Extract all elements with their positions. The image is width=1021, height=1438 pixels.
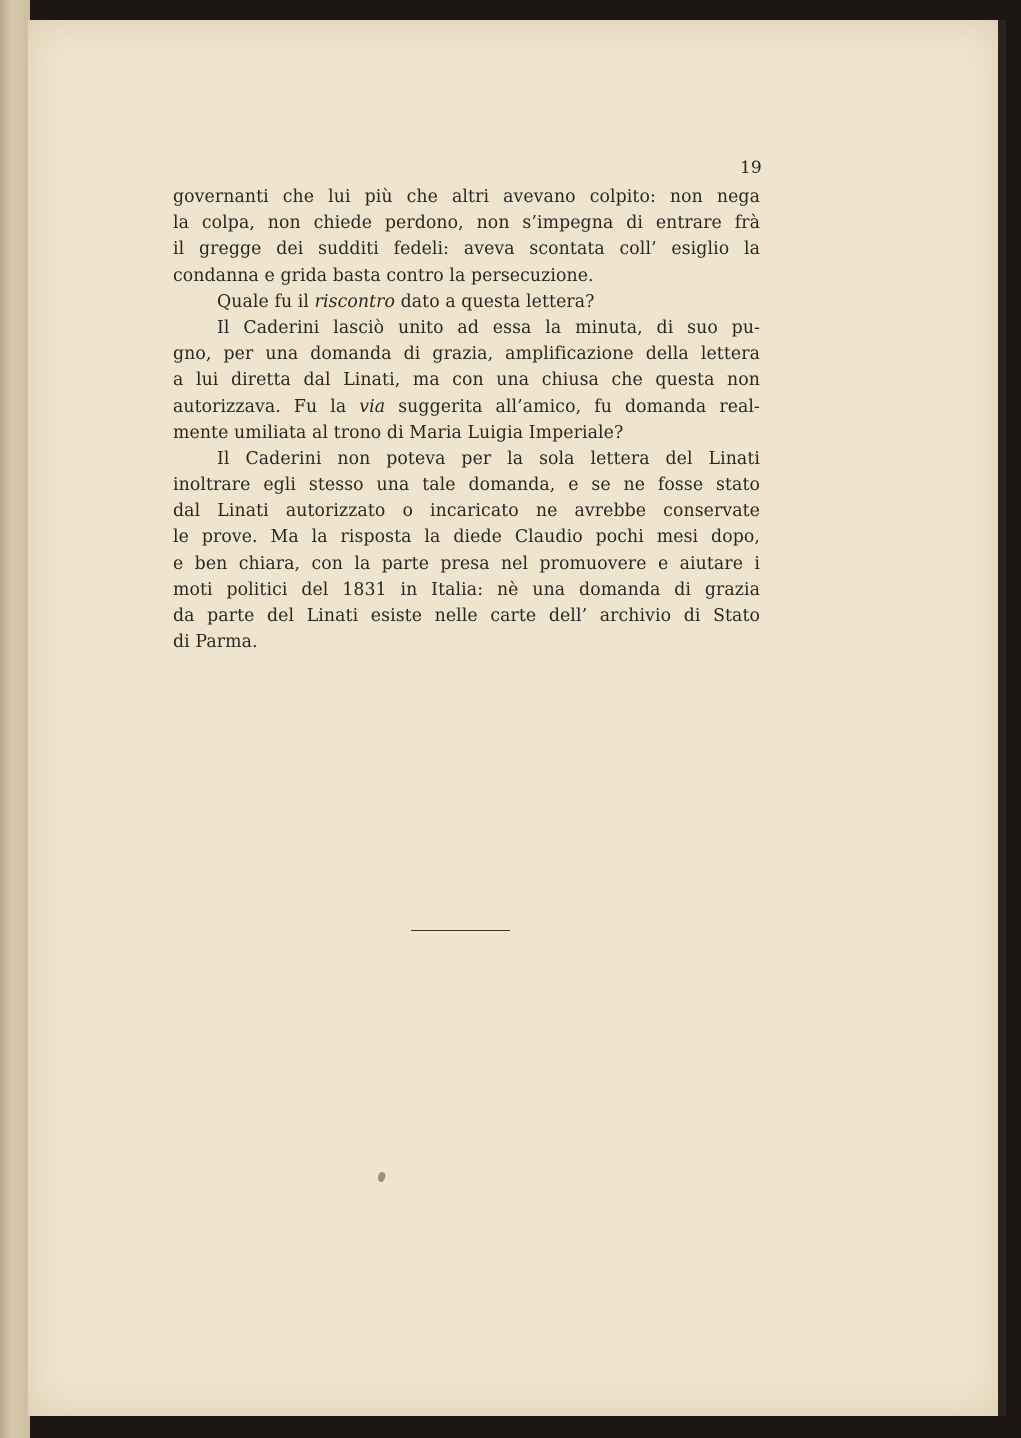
page-number: 19 [740, 158, 762, 178]
text-line: il gregge dei sudditi fedeli: aveva scontata coll’ esiglio la [173, 239, 760, 260]
text-line: governanti che lui più che altri avevano colpito: non nega [173, 187, 760, 207]
text-line: condanna e grida basta contro la persecuzione. [173, 265, 594, 286]
page-right-edge [998, 20, 1006, 1416]
text-line: e ben chiara, con la parte presa nel promuovere e aiutare i [173, 553, 760, 574]
text-line: moti politici del 1831 in Italia: nè una domanda di grazia [173, 579, 760, 600]
text-line: a lui diretta dal Linati, ma con una chiusa che questa non [173, 370, 760, 391]
text-line: da parte del Linati esiste nelle carte dell’ archivio di Stato [173, 606, 760, 626]
text-line: gno, per una domanda di grazia, amplificazione della lettera [173, 344, 760, 365]
text-line: Il Caderini non poteva per la sola lettera del Linati [217, 448, 760, 469]
text-line: Il Caderini lasciò unito ad essa la minuta, di suo pu- [217, 317, 760, 338]
text-line: le prove. Ma la risposta la diede Claudio pochi mesi dopo, [173, 527, 760, 548]
text-line: inoltrare egli stesso una tale domanda, e se ne fosse stato [173, 475, 760, 496]
text-line: di Parma. [173, 632, 258, 653]
previous-page-edge [0, 0, 30, 1438]
text-line: mente umiliata al trono di Maria Luigia Imperiale? [173, 422, 624, 443]
body-text [173, 184, 760, 655]
text-line: autorizzava. Fu la via suggerita all’amico, fu domanda real- [173, 396, 760, 417]
text-line: la colpa, non chiede perdono, non s’impegna di entrare frà [173, 213, 760, 234]
text-line: dal Linati autorizzato o incaricato ne avrebbe conservate [173, 501, 760, 522]
section-end-rule [411, 930, 510, 931]
text-line: Quale fu il riscontro dato a questa lettera? [217, 291, 595, 312]
